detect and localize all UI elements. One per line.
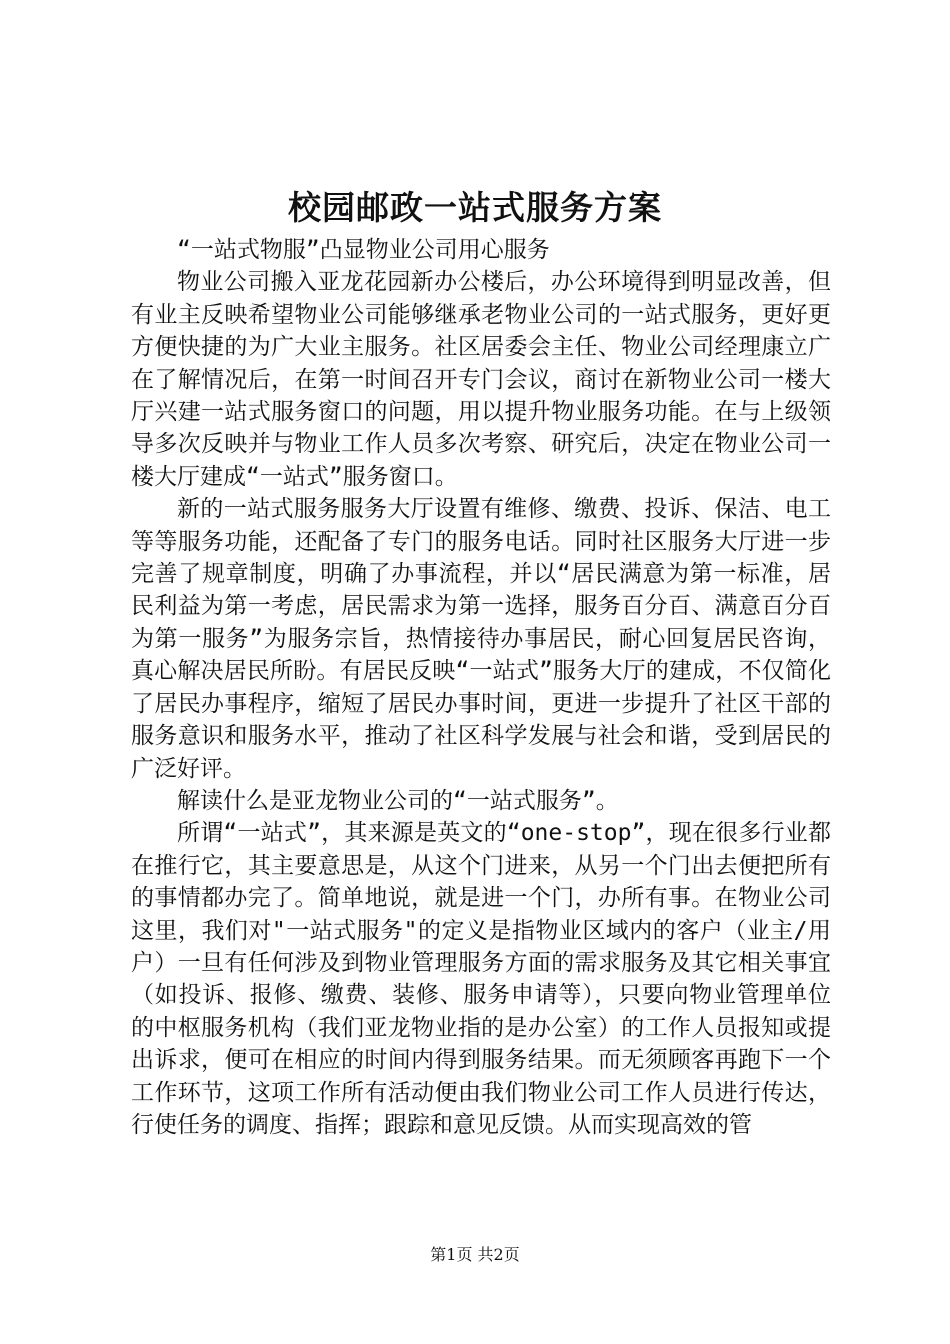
- document-title: 校园邮政一站式服务方案: [288, 188, 662, 227]
- page-footer: 第1页 共2页: [430, 1245, 520, 1264]
- paragraph: 物业公司搬入亚龙花园新办公楼后，办公环境得到明显改善，但有业主反映希望物业公司能够继承老物业公司的一站式服务，更好更方便快捷的为广大业主服务。社区居委会主任、物业公司经理康立广在了解情况后，在第一时间召开专门会议，商讨在新物业公司一楼大厅兴建一站式服务窗口的问题，用以提升物业服务功能。在与上级领导多次反映并与物业工作人员多次考察、研究后，决定在物业公司一楼大厅建成“一站式”服务窗口。: [131, 269, 831, 490]
- paragraph-subtitle: “一站式物服”凸显物业公司用心服务: [177, 237, 550, 263]
- paragraph: 所谓“一站式”，其来源是英文的“one-stop”，现在很多行业都在推行它，其主要意思是，从这个门进来，从另一个门出去便把所有的事情都办完了。简单地说，就是进一个门，办所有事。在物业公司这里，我们对"一站式服务"的定义是指物业区域内的客户（业主/用户）一旦有任何涉及到物业管理服务方面的需求服务及其它相关事宜（如投诉、报修、缴费、装修、服务申请等），只要向物业管理单位的中枢服务机构（我们亚龙物业指的是办公室）的工作人员报知或提出诉求，便可在相应的时间内得到服务结果。而无须顾客再跑下一个工作环节，这项工作所有活动便由我们物业公司工作人员进行传达，行使任务的调度、指挥；跟踪和意见反馈。从而实现高效的管: [131, 820, 831, 1138]
- document-body: [131, 234, 831, 1141]
- paragraph: 新的一站式服务服务大厅设置有维修、缴费、投诉、保洁、电工等等服务功能，还配备了专门的服务电话。同时社区服务大厅进一步完善了规章制度，明确了办事流程，并以“居民满意为第一标准，居民利益为第一考虑，居民需求为第一选择，服务百分百、满意百分百为第一服务”为服务宗旨，热情接待办事居民，耐心回复居民咨询，真心解决居民所盼。有居民反映“一站式”服务大厅的建成，不仅简化了居民办事程序，缩短了居民办事时间，更进一步提升了社区干部的服务意识和服务水平，推动了社区科学发展与社会和谐，受到居民的广泛好评。: [131, 496, 831, 782]
- paragraph: 解读什么是亚龙物业公司的“一站式服务”。: [177, 787, 619, 814]
